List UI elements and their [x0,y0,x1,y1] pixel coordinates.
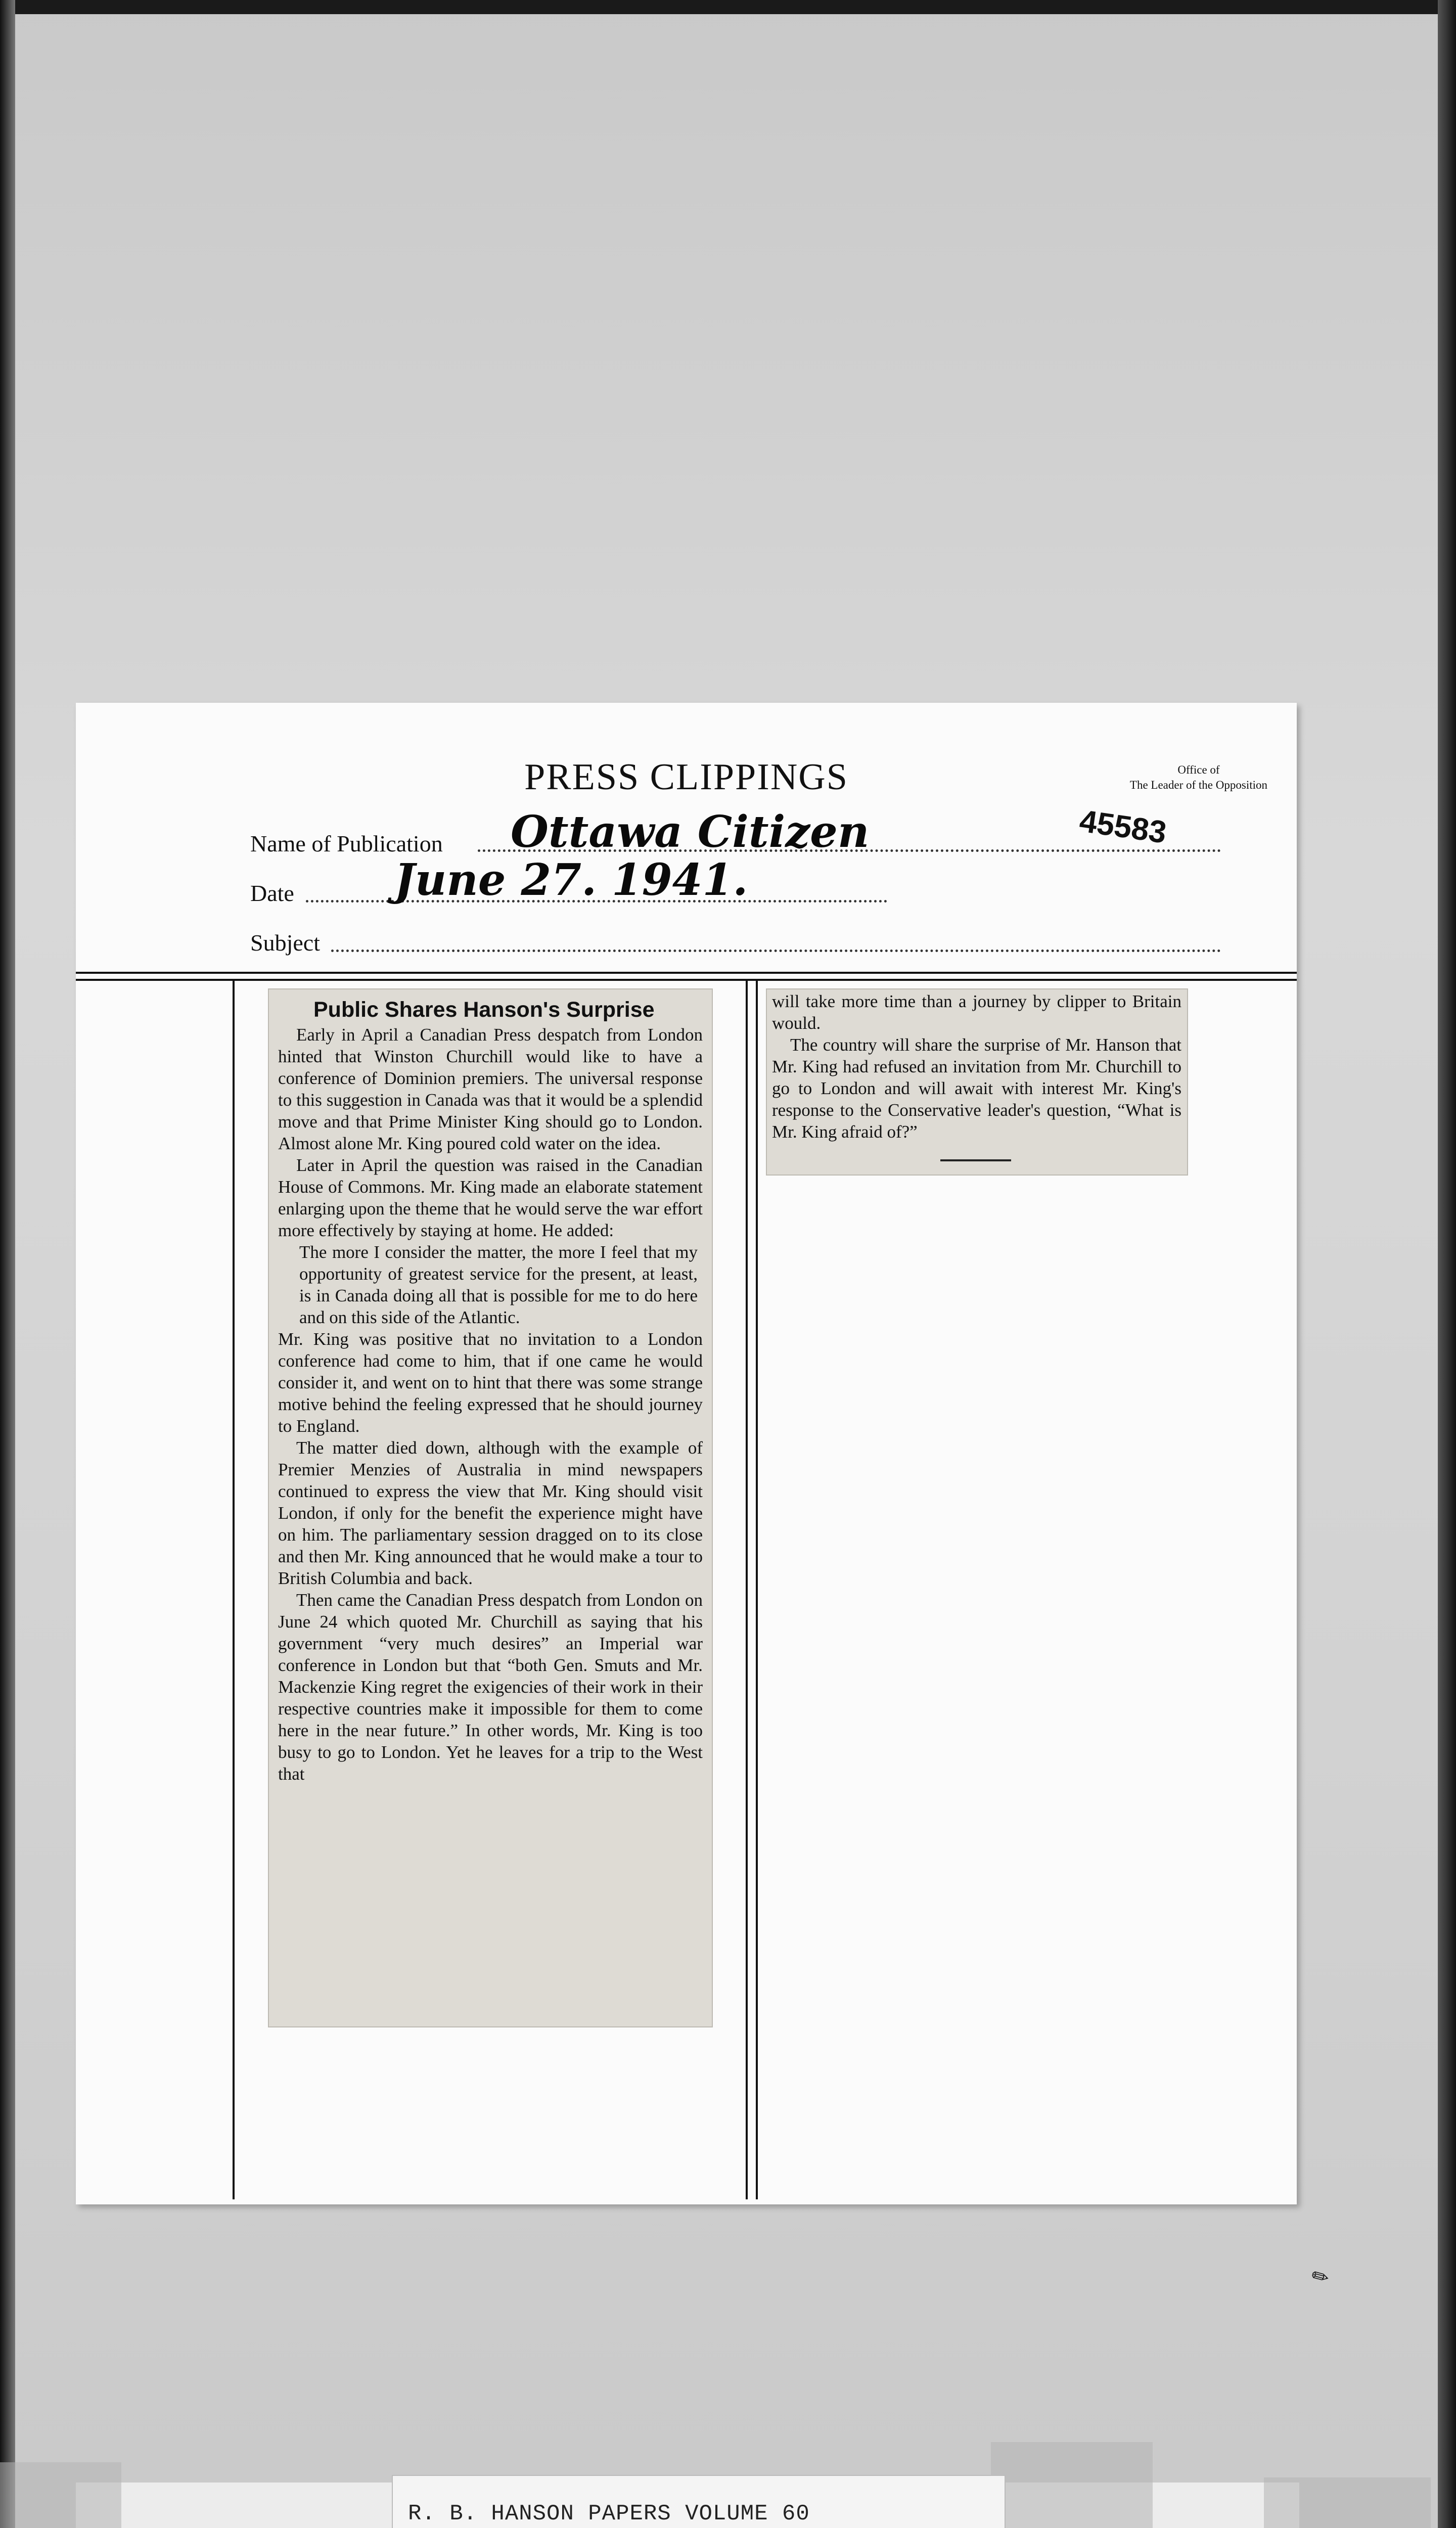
column-rule-middle [746,981,748,2199]
office-line-2: The Leader of the Opposition [1129,779,1267,791]
tape-strip-left [0,2462,121,2528]
scan-edge-top [0,0,1456,14]
clipping-paragraph: Mr. King was positive that no invitation to a London conference had come to him, that if one came he would consider it, and went on to hint that there was some strange motive behind the feeling expressed that he should journey to England. [278,1329,703,1436]
subject-label: Subject [250,930,320,956]
date-label: Date [250,880,294,906]
publication-handwritten: Ottawa Citizen [511,806,870,857]
scan-edge-left [0,0,15,2528]
clipping-paragraph: Early in April a Canadian Press despatch from London hinted that Winston Churchill would like to have a conference of Dominion premiers. The universal response to this suggestion in Canada was that it would be a splendid move and that Prime Minister King should go to London. Almost alone Mr. King poured cold water on the idea. [278,1025,703,1153]
publication-label: Name of Publication [250,831,443,856]
tape-strip-center [991,2442,1153,2528]
tape-strip-right [1264,2477,1431,2528]
newspaper-clipping-continuation [766,988,1188,1176]
clipping-headline: Public Shares Hanson's Surprise [313,998,655,1022]
form-rule-2 [76,979,1297,981]
column-rule-middle-2 [756,981,758,2199]
stamped-number: 45583 [1077,803,1169,850]
form-title: PRESS CLIPPINGS [524,756,848,798]
newspaper-clipping-main [268,988,713,2027]
pencil-mark: ✎ [1307,2263,1334,2291]
continuation-paragraph: The country will share the surprise of Mr. Hanson that Mr. King had refused an invitation from Mr. Churchill to go to London and will await with interest Mr. King's response to the Conservative leader's question, “What is Mr. King afraid of?” [772,1035,1181,1142]
clipping-body [278,1024,703,1785]
clipping-paragraph: Later in April the question was raised in the Canadian House of Commons. Mr. King made an elaborate statement enlarging upon the theme that he would serve the war effort more effectively by staying at home. He added: [278,1155,703,1240]
column-rule-left [233,981,235,2199]
end-of-article-rule [940,1159,1011,1161]
volume-label [392,2475,1006,2528]
volume-label-text: R. B. HANSON PAPERS VOLUME 60 [408,2501,810,2526]
continuation-paragraph: will take more time than a journey by clipper to Britain would. [772,991,1181,1033]
scan-edge-right [1438,0,1456,2528]
clipping-paragraph: Then came the Canadian Press despatch from London on June 24 which quoted Mr. Churchill as saying that his government “very much desires” an Imperial war conference in London but that “both Gen. Smuts and Mr. Mackenzie King regret the exigencies of their work in their respective countries make it impossible for them to come here in the near future.” In other words, Mr. King is too busy to go to London. Yet he leaves for a trip to the West that [278,1590,703,1784]
subject-dotted-line [331,950,1221,952]
form-rule-1 [76,972,1297,974]
clipping-quote: The more I consider the matter, the more I feel that my opportunity of greatest service for the present, at least, is in Canada doing all that is possible for me to do here and on this side of the Atlantic. [299,1242,698,1327]
date-handwritten: June 27. 1941. [394,854,748,906]
clipping-paragraph: The matter died down, although with the example of Premier Menzies of Australia in mind newspapers continued to express the view that Mr. King should visit London, if only for the benefit the experience might have on him. The parliamentary session dragged on to its close and then Mr. King announced that he would make a tour to British Columbia and back. [278,1438,703,1588]
continuation-body [772,990,1181,1143]
office-line-1: Office of [1177,763,1220,776]
office-heading [1130,762,1267,793]
